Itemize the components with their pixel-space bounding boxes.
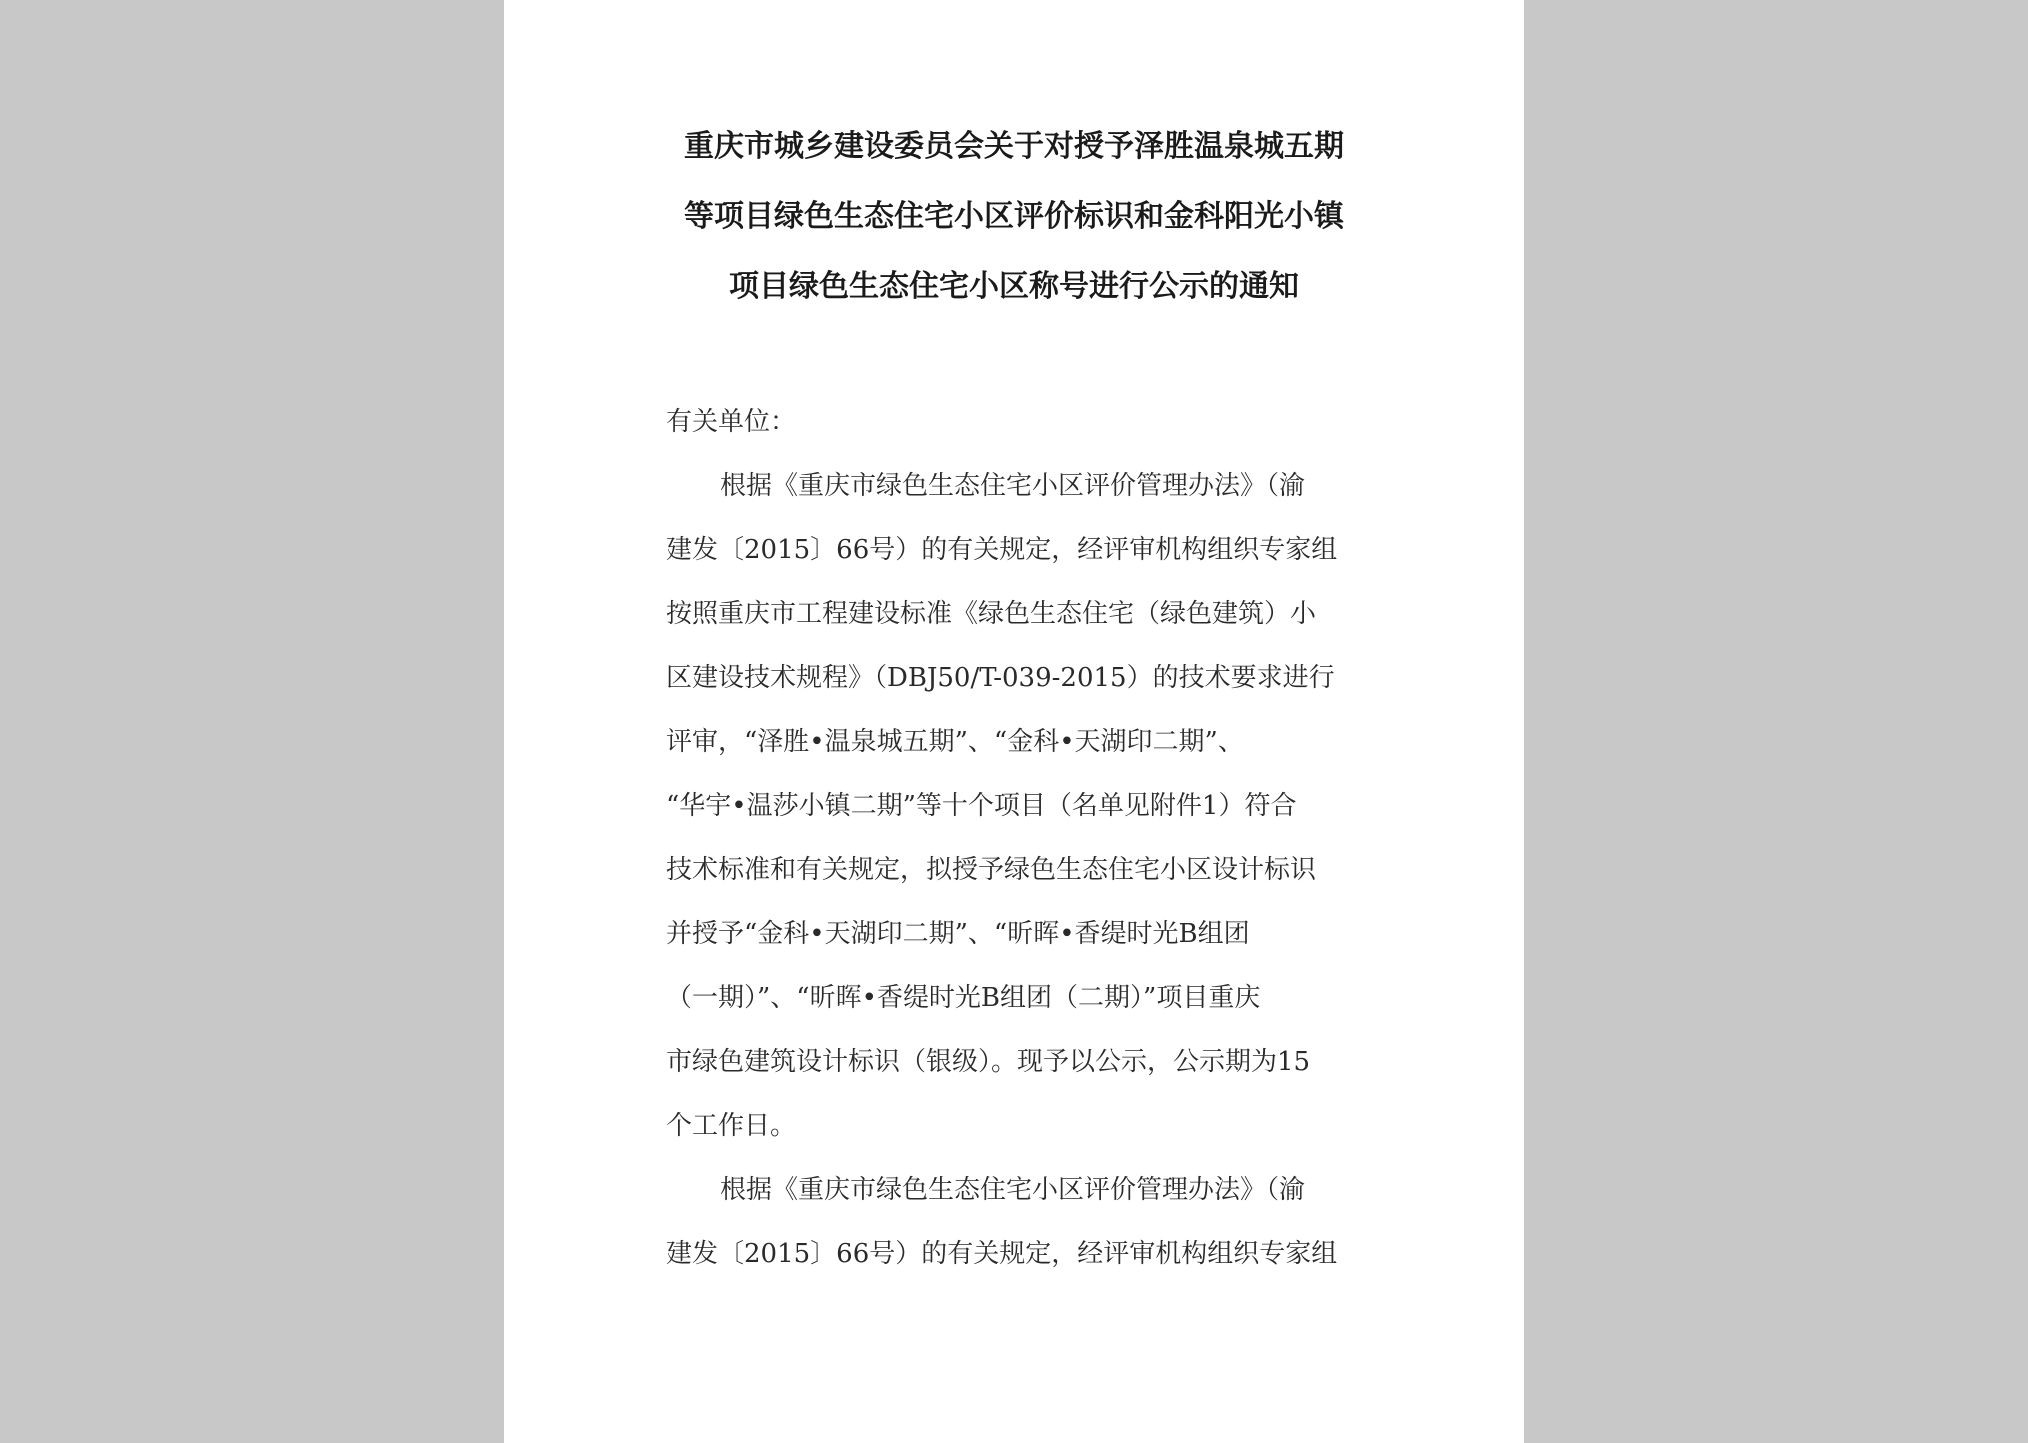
- body-line-4: 区建设技术规程》（DBJ50/T-039-2015）的技术要求进行: [666, 663, 1335, 693]
- body-line-3: 按照重庆市工程建设标准《绿色生态住宅（绿色建筑）小: [666, 599, 1317, 629]
- body-line-8: 并授予“金科•天湖印二期”、“昕晖•香缇时光B组团: [666, 919, 1250, 949]
- body-line-11: 个工作日。: [666, 1111, 797, 1141]
- body-line-2: 建发〔2015〕66号）的有关规定，经评审机构组织专家组: [666, 535, 1338, 565]
- document-body: [666, 390, 1366, 1286]
- body-line-6: “华宇•温莎小镇二期”等十个项目（名单见附件1）符合: [666, 791, 1297, 821]
- body-line-13: 建发〔2015〕66号）的有关规定，经评审机构组织专家组: [666, 1239, 1338, 1269]
- document-title: [504, 112, 1524, 322]
- salutation: 有关单位：: [666, 407, 797, 437]
- body-line-1: 根据《重庆市绿色生态住宅小区评价管理办法》（渝: [720, 471, 1306, 501]
- body-line-9: （一期）”、“昕晖•香缇时光B组团（二期）”项目重庆: [666, 983, 1261, 1013]
- title-line-3: 项目绿色生态住宅小区称号进行公示的通知: [729, 269, 1299, 304]
- document-page: [504, 0, 1524, 1443]
- title-line-2: 等项目绿色生态住宅小区评价标识和金科阳光小镇: [684, 199, 1344, 234]
- body-line-12: 根据《重庆市绿色生态住宅小区评价管理办法》（渝: [720, 1175, 1306, 1205]
- body-line-7: 技术标准和有关规定，拟授予绿色生态住宅小区设计标识: [666, 855, 1317, 885]
- title-line-1: 重庆市城乡建设委员会关于对授予泽胜温泉城五期: [684, 129, 1344, 164]
- body-line-5: 评审，“泽胜•温泉城五期”、“金科•天湖印二期”、: [666, 727, 1244, 757]
- body-line-10: 市绿色建筑设计标识（银级）。现予以公示，公示期为15: [666, 1047, 1311, 1077]
